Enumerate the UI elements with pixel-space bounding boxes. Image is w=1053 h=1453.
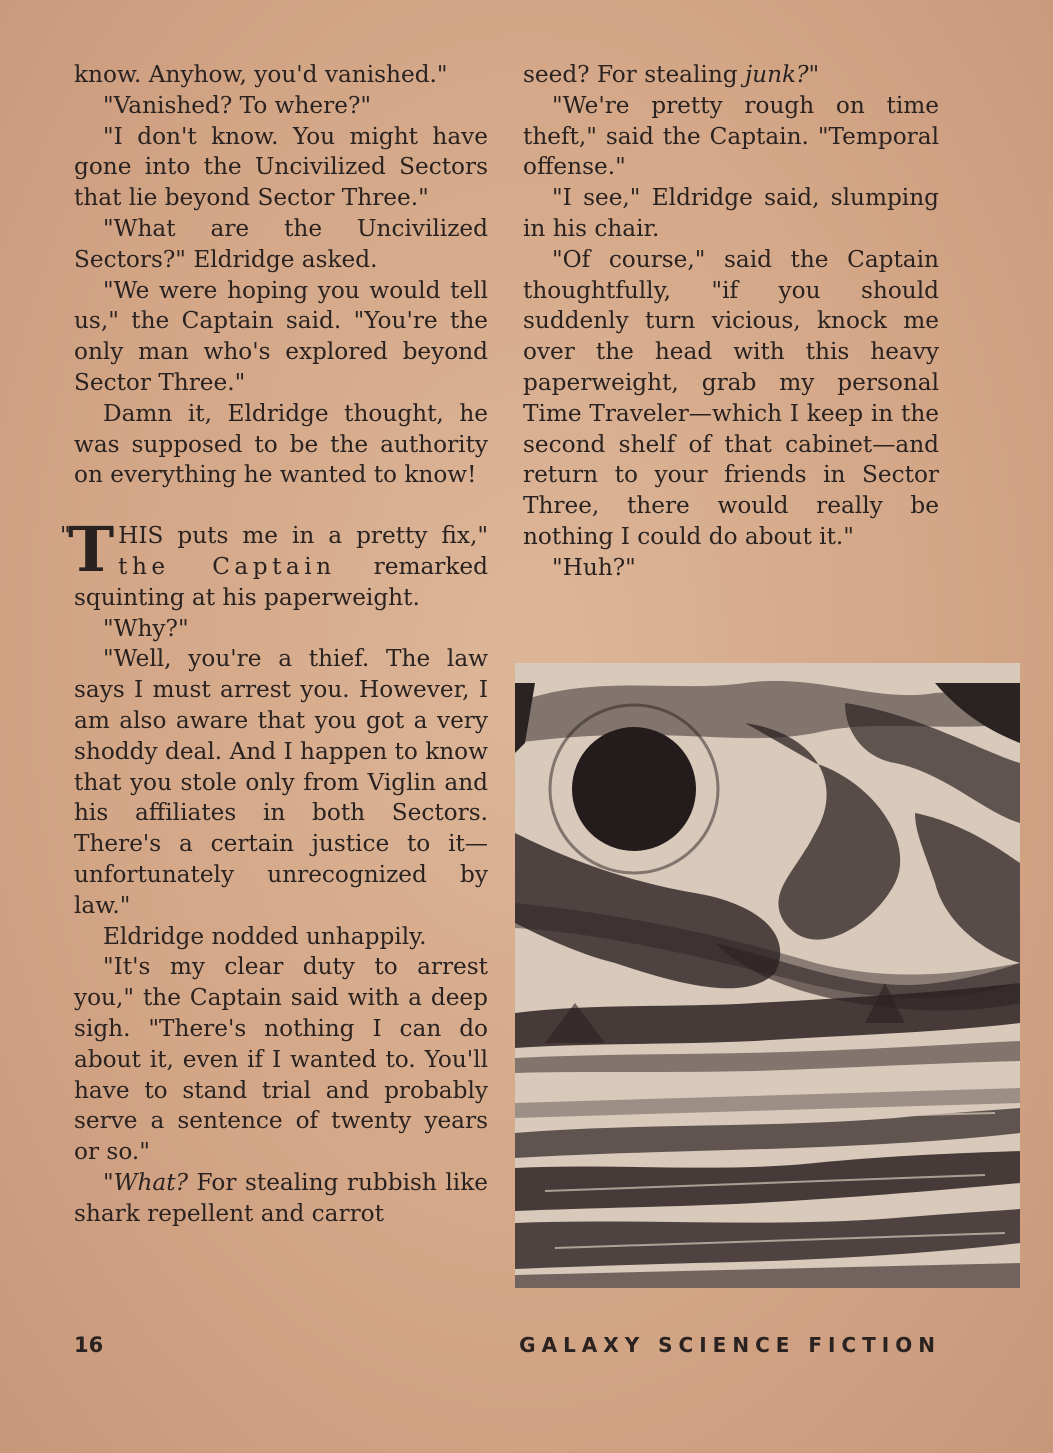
page-number: 16 xyxy=(74,1333,104,1357)
paragraph-text: seed? For stealing xyxy=(523,61,745,88)
left-text-column xyxy=(60,60,488,1229)
paragraph: "Why?" xyxy=(103,614,189,642)
paragraph-text: For stealing rubbish like shark repellent and carrot xyxy=(74,1168,488,1227)
paragraph xyxy=(74,1168,488,1230)
drop-quote-mark: " xyxy=(60,523,71,550)
magazine-title: GALAXY SCIENCE FICTION xyxy=(519,1333,941,1357)
paragraph: "We're pretty rough on time theft," said the Captain. "Temporal offense." xyxy=(523,91,939,181)
paragraph: "Well, you're a thief. The law says I must arrest you. However, I am also aware that you got a very shoddy deal. And I happen to know that you stole only from Viglin and his affiliates in both Sectors. There's a certain justice to it—unfortunately unrecognized by law." xyxy=(74,645,488,919)
paragraph: "Vanished? To where?" xyxy=(103,91,372,119)
paragraph-text: HIS puts me in a pretty fix," xyxy=(118,522,488,550)
drop-cap-letter: T xyxy=(68,513,115,587)
section-opening-paragraph xyxy=(60,513,488,613)
paragraph: Eldridge nodded unhappily. xyxy=(103,922,427,950)
paragraph: "Of course," said the Captain thoughtfully, "if you should suddenly turn vicious, knock me over the head with this heavy paperweight, grab my personal Time Traveler—which I keep in the second shelf of that cabinet—and return to your friends in Sector Three, there would really be nothing I could do about it." xyxy=(523,245,939,550)
paragraph: know. Anyhow, you'd vanished." xyxy=(74,61,448,88)
paragraph: "It's my clear duty to arrest you," the Captain said with a deep sigh. "There's nothing I can do about it, even if I wanted to. You'll have to stand trial and probably serve a sentence of twenty years or so." xyxy=(74,953,488,1166)
emphasis-text: junk?" xyxy=(744,61,820,88)
illustration-eclipse-landscape xyxy=(515,663,1020,1288)
paragraph: "I don't know. You might have gone into the Uncivilized Sectors that lie beyond Sector Three." xyxy=(74,122,488,212)
paragraph: "Huh?" xyxy=(552,553,636,581)
paragraph: "We were hoping you would tell us," the Captain said. "You're the only man who's explored beyond Sector Three." xyxy=(74,276,488,396)
paragraph-text: remarked squinting at his paperweight. xyxy=(74,552,488,611)
right-text-column xyxy=(523,60,939,584)
eclipse-sun xyxy=(572,727,696,851)
emphasis-text: "What? xyxy=(103,1168,189,1196)
paragraph: "What are the Uncivilized Sectors?" Eldridge asked. xyxy=(74,214,488,273)
paragraph xyxy=(523,60,939,91)
paragraph: "I see," Eldridge said, slumping in his chair. xyxy=(523,184,939,242)
paragraph: Damn it, Eldridge thought, he was supposed to be the authority on everything he wanted to know! xyxy=(74,399,488,489)
paragraph-text-spaced: the Captain xyxy=(118,552,336,580)
